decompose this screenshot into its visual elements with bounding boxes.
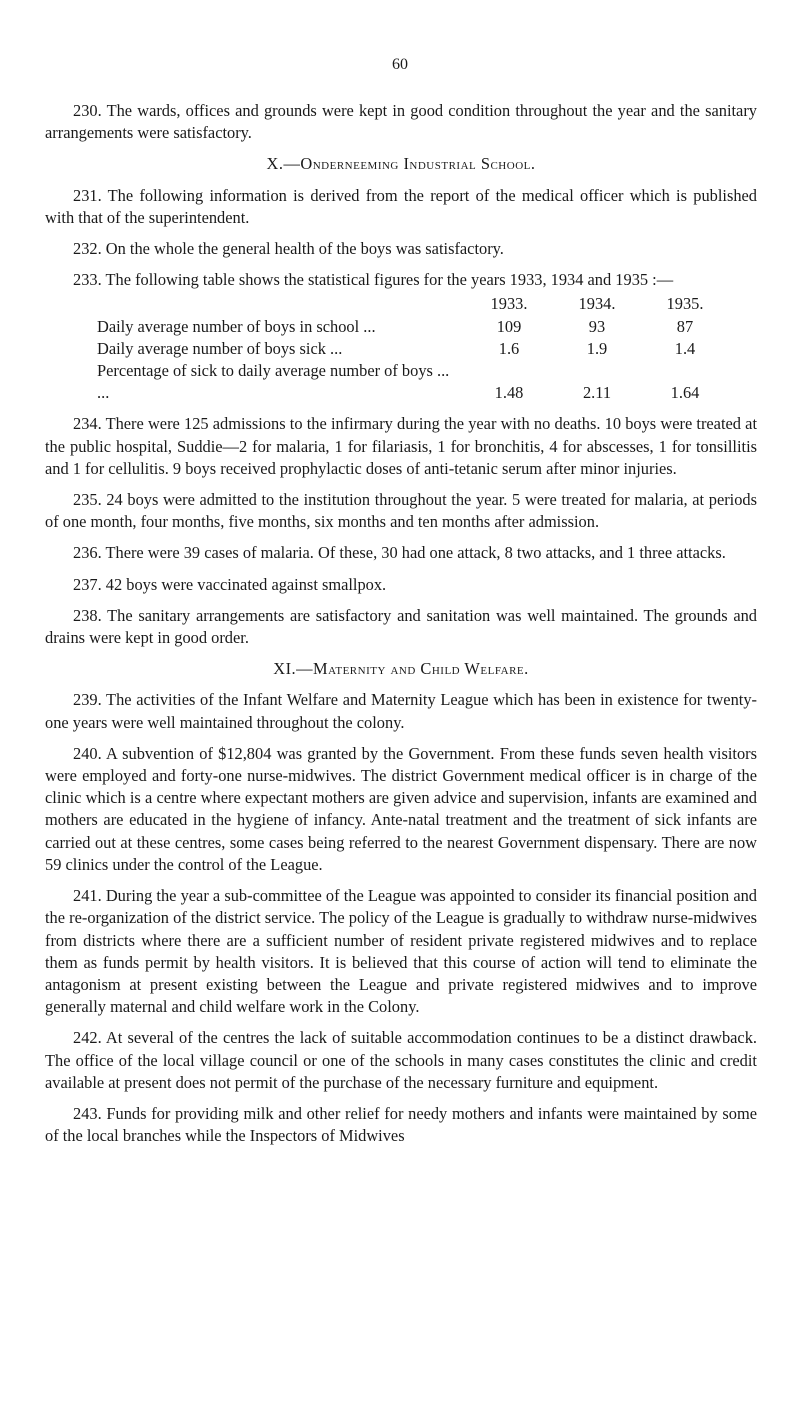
- paragraph-237: 237. 42 boys were vaccinated against smallpox.: [73, 574, 387, 594]
- table-row: [45, 360, 757, 404]
- row-label: Daily average number of boys in school ...: [97, 316, 376, 336]
- year-header: 1933.: [490, 294, 528, 314]
- paragraph-236: 236. There were 39 cases of malaria. Of these, 30 had one attack, 8 two attacks, and 1 three attacks.: [73, 543, 726, 563]
- row-label: Daily average number of boys sick ...: [97, 338, 343, 358]
- statistics-table: [45, 293, 757, 404]
- paragraph-231: 231. The following information is derived from the report of the medical officer which is published with that of the superintendent.: [45, 185, 757, 227]
- statistics-table-header: [45, 293, 757, 315]
- table-cell: 93: [588, 316, 606, 336]
- table-row: [45, 316, 757, 338]
- section-heading-xi: XI.—Maternity and Child Welfare.: [273, 659, 529, 679]
- paragraph-230: 230. The wards, offices and grounds were kept in good condition throughout the year and the sanitary arrangements were satisfactory.: [45, 101, 757, 143]
- paragraph-238: 238. The sanitary arrangements are satisfactory and sanitation was well maintained. The grounds and drains were kept in good order.: [45, 605, 757, 648]
- paragraph-232: 232. On the whole the general health of the boys was satisfactory.: [73, 239, 504, 259]
- year-header: 1935.: [666, 294, 704, 314]
- paragraph-233: 233. The following table shows the statistical figures for the years 1933, 1934 and 1935 :—: [73, 270, 674, 290]
- year-header: 1934.: [578, 294, 616, 314]
- table-cell: 1.6: [498, 338, 520, 358]
- table-cell: 1.48: [494, 383, 524, 403]
- page-content: [45, 100, 757, 1156]
- table-cell: 2.11: [582, 383, 612, 403]
- table-cell: 87: [676, 316, 694, 336]
- table-cell: 109: [496, 316, 522, 336]
- table-cell: 1.9: [586, 338, 608, 358]
- page-number: 60: [392, 56, 408, 73]
- paragraph-243: 243. Funds for providing milk and other relief for needy mothers and infants were maintained by some of the local branches while the Inspectors of Midwives: [45, 1103, 757, 1146]
- section-heading-x: X.—Onderneeming Industrial School.: [266, 154, 536, 174]
- paragraph-239: 239. The activities of the Infant Welfare and Maternity League which has been in existence for twenty-one years were well maintained throughout the colony.: [45, 690, 757, 732]
- paragraph-234: 234. There were 125 admissions to the infirmary during the year with no deaths. 10 boys were treated at the public hospital, Suddie—2 for malaria, 1 for filariasis, 1 for bronchitis, 4 for abscesses, 1 for tonsillitis and 1 for cellulitis. 9 boys received prophylactic doses of anti-tetanic serum after minor injuries.: [45, 414, 757, 478]
- paragraph-240: 240. A subvention of $12,804 was granted by the Government. From these funds seven health visitors were employed and forty-one nurse-midwives. The district Government medical officer is in charge of the clinic which is a centre where expectant mothers are given advice and supervision, infants are examined and mothers are educated in the hygiene of infancy. Ante-natal treatment and the treatment of sick infants are carried out at these centres, some cases being referred to the nearest Government dispensary. There are now 59 clinics under the control of the League.: [45, 743, 757, 874]
- table-cell: 1.64: [670, 383, 700, 403]
- table-cell: 1.4: [674, 338, 696, 358]
- table-row: [45, 338, 757, 360]
- paragraph-235: 235. 24 boys were admitted to the institution throughout the year. 5 were treated for malaria, at periods of one month, four months, five months, six months and ten months after admission.: [45, 490, 757, 532]
- paragraph-242: 242. At several of the centres the lack of suitable accommodation continues to be a distinct drawback. The office of the local village council or one of the schools in many cases constitutes the clinic and credit available at present does not permit of the purchase of the necessary furniture and equipment.: [45, 1028, 757, 1092]
- row-label: Percentage of sick to daily average number of boys ... ...: [97, 361, 450, 403]
- paragraph-241: 241. During the year a sub-committee of the League was appointed to consider its financial position and the re-organization of the district service. The policy of the League is gradually to withdraw nurse-midwives from districts where there are a sufficient number of resident private registered midwives and to replace them as funds permit by health visitors. It is believed that this course of action will tend to eliminate the antagonism at present existing between the League and private registered midwives and to improve generally maternal and child welfare work in the Colony.: [45, 886, 757, 1017]
